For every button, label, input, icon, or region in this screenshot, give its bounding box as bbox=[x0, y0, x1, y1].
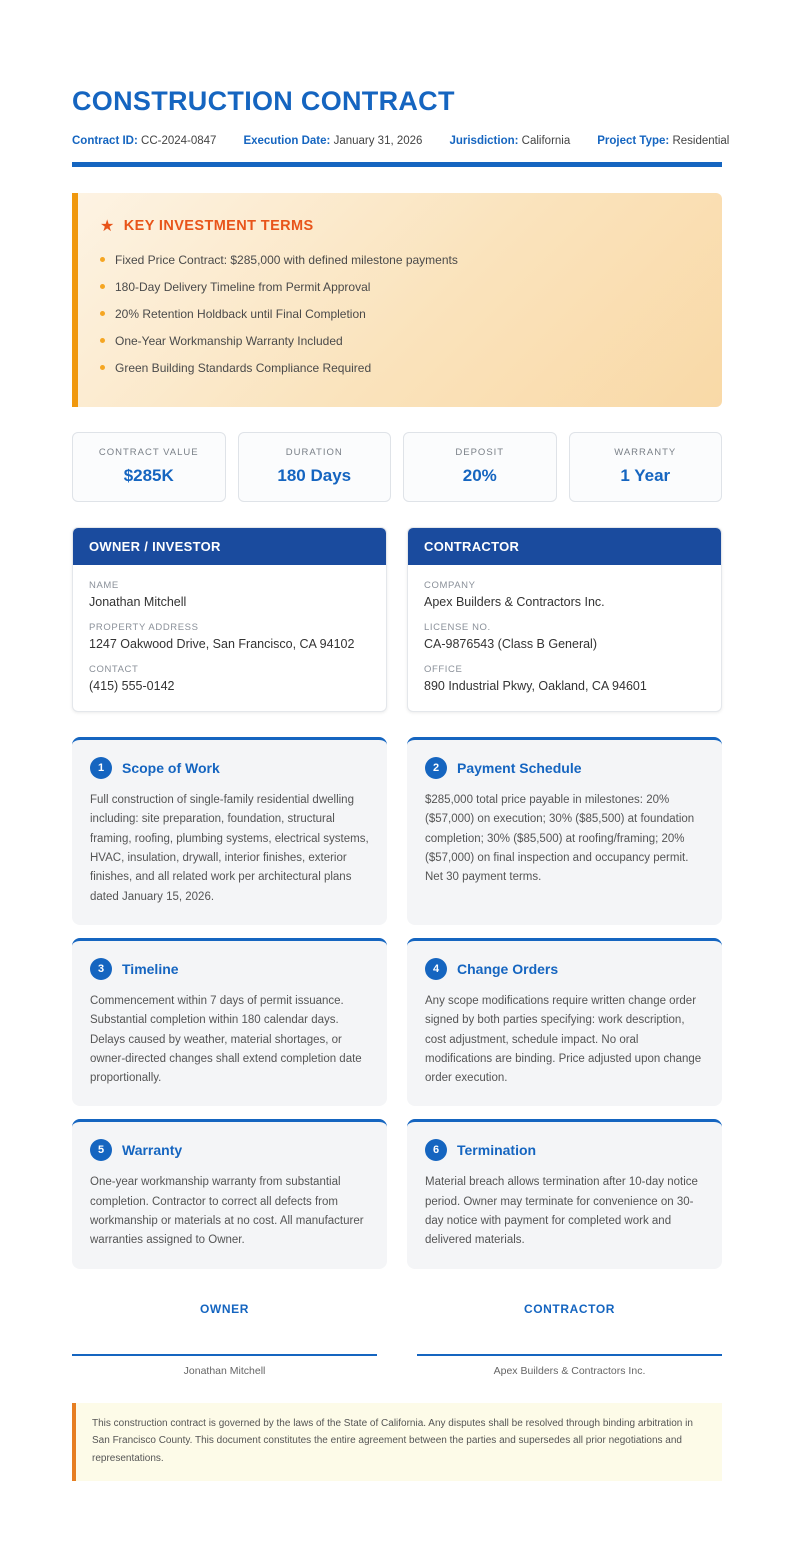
meta-label: Jurisdiction: bbox=[449, 135, 519, 147]
clause-title: Payment Schedule bbox=[457, 760, 582, 776]
governing-law-notice: This construction contract is governed by the laws of the State of California. Any disputes shall be resolved through binding arbitration in San Francisco County. This document constitutes the entire agreement between the parties and supersedes all prior negotiations and representations. bbox=[72, 1403, 722, 1482]
signature-name: Jonathan Mitchell bbox=[183, 1364, 266, 1377]
meta-label: Contract ID: bbox=[72, 135, 138, 147]
stats-row bbox=[72, 432, 722, 502]
field-value: Jonathan Mitchell bbox=[89, 595, 187, 609]
party-field bbox=[424, 622, 705, 651]
contract-meta bbox=[72, 135, 730, 147]
parties-row bbox=[72, 527, 722, 712]
signature-role: OWNER bbox=[200, 1301, 249, 1316]
clause-title: Timeline bbox=[122, 960, 179, 977]
stat-value: 20% bbox=[462, 466, 497, 485]
header-divider bbox=[72, 162, 722, 167]
clause-head bbox=[425, 1139, 704, 1161]
party-field bbox=[424, 664, 705, 693]
party-header: CONTRACTOR bbox=[408, 528, 721, 565]
clause-body: Material breach allows termination after 10-day notice period. Owner may terminate for convenience on 30-day notice with payment for completed work and delivered materials. bbox=[425, 1176, 698, 1247]
list-item bbox=[100, 273, 698, 300]
field-label: NAME bbox=[89, 580, 119, 591]
key-term-text: Fixed Price Contract: $285,000 with defined milestone payments bbox=[115, 252, 458, 267]
clause-head bbox=[90, 1139, 369, 1161]
list-item bbox=[100, 327, 698, 354]
list-item bbox=[100, 354, 698, 381]
signature-line bbox=[417, 1354, 722, 1356]
party-field bbox=[89, 664, 370, 693]
clause-body: Commencement within 7 days of permit issuance. Substantial completion within 180 calendar days. Delays caused by weather, material shortages, or owner-directed changes shall extend completion date proportionally. bbox=[90, 994, 362, 1085]
clause-head bbox=[425, 958, 704, 980]
key-term-text: 20% Retention Holdback until Final Completion bbox=[115, 306, 366, 321]
party-body bbox=[73, 565, 386, 711]
stat-label: CONTRACT VALUE bbox=[98, 447, 199, 458]
clause-title: Termination bbox=[457, 1142, 537, 1159]
field-label: LICENSE NO. bbox=[424, 622, 491, 633]
meta-value: Residential bbox=[672, 135, 730, 147]
bullet-icon bbox=[100, 257, 105, 262]
key-terms-title bbox=[100, 216, 698, 236]
clause-number-badge: 5 bbox=[90, 1139, 112, 1161]
clause-number-badge: 6 bbox=[425, 1139, 447, 1161]
meta-value: California bbox=[521, 135, 571, 147]
clause-head bbox=[425, 757, 704, 779]
clause-number-badge: 4 bbox=[425, 958, 447, 980]
field-value: CA-9876543 (Class B General) bbox=[424, 637, 597, 651]
clause-body: $285,000 total price payable in milestones: 20% ($57,000) on execution; 30% ($85,500) at foundation completion; 30% ($85,500) at roofing/framing; 20% ($57,000) on final inspection and occupancy permit. Net 30 payment terms. bbox=[425, 794, 695, 884]
clause-body: Full construction of single-family residential dwelling including: site preparation, foundation, structural framing, roofing, plumbing systems, electrical systems, HVAC, insulation, drywall, interior finishes, exterior finishes, and all related work per architectural plans dated January 15, 2026. bbox=[90, 794, 369, 903]
field-value: 890 Industrial Pkwy, Oakland, CA 94601 bbox=[424, 679, 647, 693]
field-value: Apex Builders & Contractors Inc. bbox=[424, 595, 605, 609]
bullet-icon bbox=[100, 311, 105, 316]
field-label: OFFICE bbox=[424, 664, 463, 675]
signature-block-contractor bbox=[417, 1302, 722, 1377]
stat-label: WARRANTY bbox=[614, 447, 677, 458]
meta-jurisdiction bbox=[449, 135, 570, 147]
meta-value: January 31, 2026 bbox=[333, 135, 423, 147]
meta-value: CC-2024-0847 bbox=[141, 135, 217, 147]
star-icon: ★ bbox=[100, 218, 115, 235]
clause-head bbox=[90, 757, 369, 779]
signature-role: CONTRACTOR bbox=[523, 1301, 616, 1316]
clause-warranty bbox=[72, 1119, 387, 1268]
signature-line bbox=[72, 1354, 377, 1356]
clause-change-orders bbox=[407, 938, 722, 1107]
bullet-icon bbox=[100, 338, 105, 343]
signature-block-owner bbox=[72, 1302, 377, 1377]
key-term-text: Green Building Standards Compliance Required bbox=[115, 360, 372, 375]
party-header: OWNER / INVESTOR bbox=[73, 528, 386, 565]
stat-card-duration bbox=[238, 432, 392, 502]
signature-section bbox=[72, 1302, 722, 1377]
stat-value: 1 Year bbox=[620, 466, 671, 485]
key-terms-heading: KEY INVESTMENT TERMS bbox=[123, 218, 314, 234]
stat-value: $285K bbox=[123, 466, 174, 485]
key-term-text: One-Year Workmanship Warranty Included bbox=[115, 333, 343, 348]
meta-label: Execution Date: bbox=[243, 135, 331, 147]
field-value: 1247 Oakwood Drive, San Francisco, CA 94102 bbox=[89, 637, 355, 651]
list-item bbox=[100, 246, 698, 273]
party-card-contractor bbox=[407, 527, 722, 712]
field-label: PROPERTY ADDRESS bbox=[89, 622, 199, 633]
clause-number-badge: 1 bbox=[90, 757, 112, 779]
meta-contract-id bbox=[72, 135, 216, 147]
signature-name: Apex Builders & Contractors Inc. bbox=[493, 1364, 646, 1377]
stat-label: DURATION bbox=[285, 447, 343, 458]
clause-title: Warranty bbox=[122, 1142, 183, 1159]
stat-card-deposit bbox=[403, 432, 557, 502]
key-term-text: 180-Day Delivery Timeline from Permit Approval bbox=[115, 279, 371, 294]
meta-project-type bbox=[597, 135, 729, 147]
clause-title: Scope of Work bbox=[122, 760, 220, 776]
stat-value: 180 Days bbox=[277, 466, 352, 485]
clause-scope-of-work bbox=[72, 737, 387, 925]
meta-execution-date bbox=[243, 135, 422, 147]
bullet-icon bbox=[100, 284, 105, 289]
meta-label: Project Type: bbox=[597, 135, 670, 147]
field-label: CONTACT bbox=[89, 664, 139, 675]
page-title: CONSTRUCTION CONTRACT bbox=[72, 86, 455, 116]
contract-document bbox=[72, 0, 730, 1541]
clause-termination bbox=[407, 1119, 722, 1268]
stat-label: DEPOSIT bbox=[455, 447, 505, 458]
stat-card-warranty bbox=[569, 432, 723, 502]
list-item bbox=[100, 300, 698, 327]
clauses-grid bbox=[72, 737, 722, 1269]
field-label: COMPANY bbox=[424, 580, 476, 591]
clause-title: Change Orders bbox=[457, 960, 559, 977]
key-investment-terms-box bbox=[72, 193, 722, 407]
party-body bbox=[408, 565, 721, 711]
party-field bbox=[424, 580, 705, 609]
bullet-icon bbox=[100, 365, 105, 370]
clause-body: One-year workmanship warranty from substantial completion. Contractor to correct all defects from workmanship or materials at no cost. All manufacturer warranties assigned to Owner. bbox=[90, 1176, 364, 1247]
field-value: (415) 555-0142 bbox=[89, 679, 175, 693]
clause-number-badge: 3 bbox=[90, 958, 112, 980]
stat-card-contract-value bbox=[72, 432, 226, 502]
party-field bbox=[89, 580, 370, 609]
clause-body: Any scope modifications require written change order signed by both parties specifying: work description, cost adjustment, schedule impact. No oral modifications are binding. Price adjusted upon change order execution. bbox=[425, 994, 702, 1085]
party-field bbox=[89, 622, 370, 651]
clause-head bbox=[90, 958, 369, 980]
key-terms-list bbox=[100, 246, 698, 381]
clause-number-badge: 2 bbox=[425, 757, 447, 779]
party-card-owner bbox=[72, 527, 387, 712]
clause-timeline bbox=[72, 938, 387, 1107]
clause-payment-schedule bbox=[407, 737, 722, 925]
